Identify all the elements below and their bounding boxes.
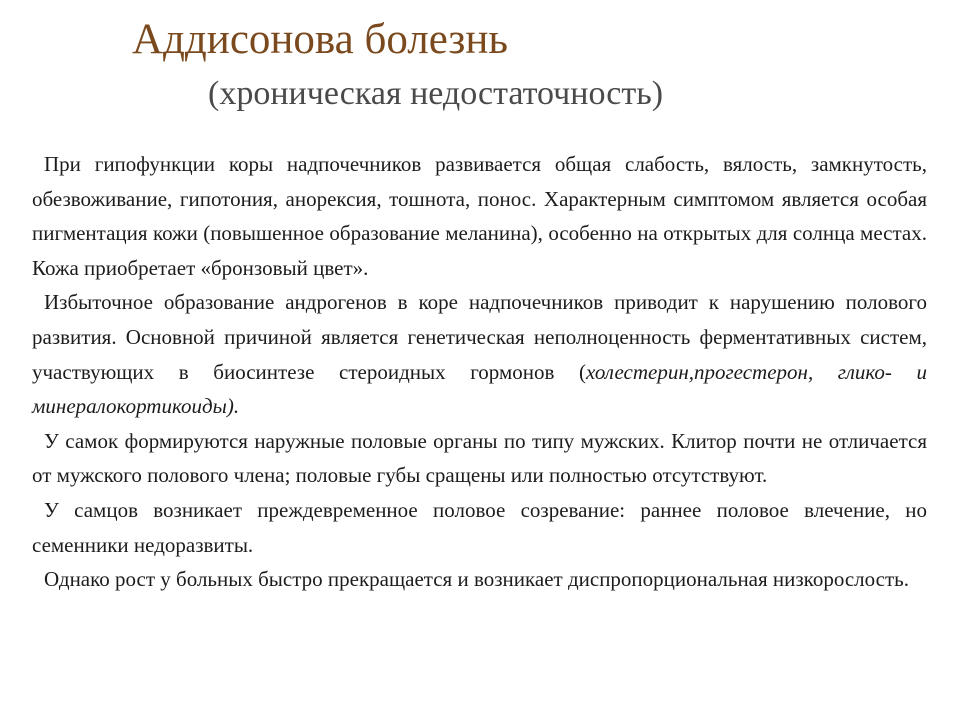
slide-subtitle: (хроническая недостаточность) xyxy=(208,75,664,112)
paragraph-text: При гипофункции коры надпочечников развивается общая слабость, вялость, замкнутость, обезвоживание, гипотония, анорексия, тошнота, понос. Характерным симптомом является особая пигментация кожи (повышенное образование меланина), особенно на открытых для солнца местах. Кожа приобретает «бронзовый цвет». xyxy=(32,152,927,280)
paragraph-females xyxy=(32,424,927,493)
slide-title: Аддисонова болезнь xyxy=(132,16,508,63)
paragraph-growth xyxy=(32,562,927,597)
paragraph-symptoms xyxy=(32,147,927,285)
paragraph-text: Однако рост у больных быстро прекращается и возникает диспропорциональная низкорослость. xyxy=(44,567,909,592)
paragraph-text: Избыточное образование андрогенов в коре надпочечников приводит к нарушению полового развития. Основной причиной является генетическая неполноценность ферментативных систем, участвующих в биосинтезе стероидных гормонов ( xyxy=(32,290,927,384)
paragraph-males xyxy=(32,493,927,562)
paragraph-text: У самцов возникает преждевременное половое созревание: раннее половое влечение, но семенники недоразвиты. xyxy=(32,497,927,557)
paragraph-text: У самок формируются наружные половые органы по типу мужских. Клитор почти не отличается от мужского полового члена; половые губы сращены или полностью отсутствуют. xyxy=(32,428,927,488)
paragraph-androgens xyxy=(32,285,927,423)
paragraph-text-end: ). xyxy=(226,394,240,419)
body-text xyxy=(32,147,927,597)
paragraph-italic-hormones: холестерин,прогестерон, глико- и минералокортикоиды xyxy=(32,359,927,419)
